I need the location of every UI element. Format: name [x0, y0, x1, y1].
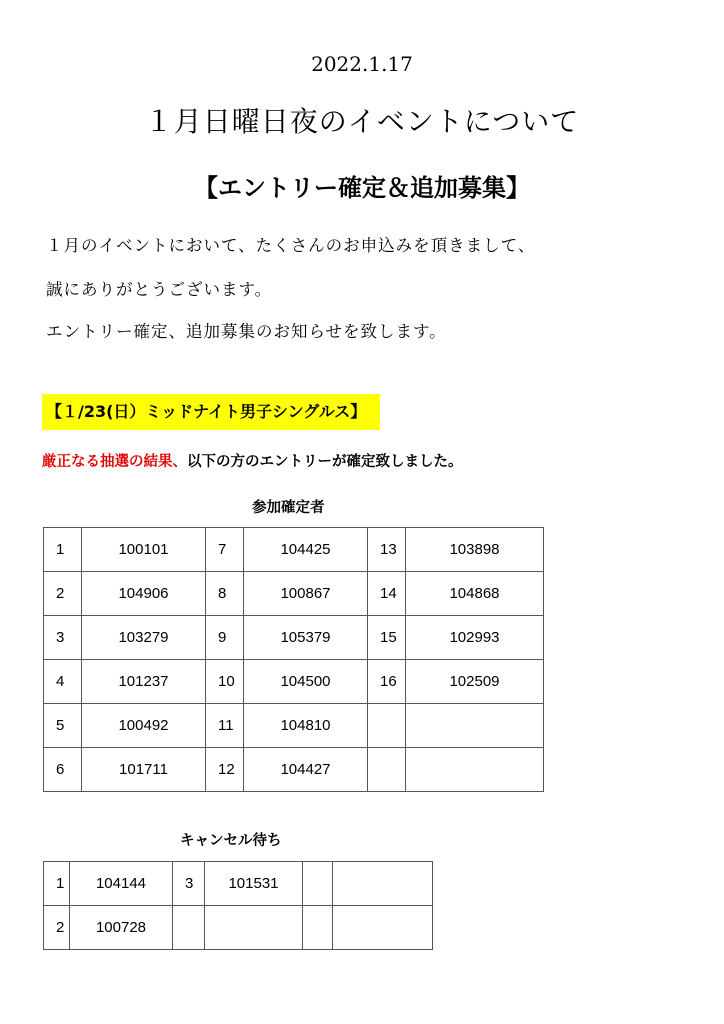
event-heading: 【１/23(日）ミッドナイト男子シングルス】: [42, 394, 380, 430]
document-subtitle: 【エントリー確定＆追加募集】: [194, 174, 530, 202]
entry-number: 10: [206, 660, 244, 704]
entry-number: 3: [44, 616, 82, 660]
member-id: 100101: [82, 528, 206, 572]
entry-number: 4: [44, 660, 82, 704]
member-id: 104144: [70, 862, 173, 906]
table-row: [44, 748, 544, 792]
lottery-result-emphasis: 厳正なる抽選の結果、: [42, 454, 187, 470]
entry-number: [173, 906, 205, 950]
waitlist-caption: キャンセル待ち: [180, 833, 282, 849]
member-id: 101711: [82, 748, 206, 792]
entry-number: 2: [44, 572, 82, 616]
entry-number: [368, 748, 406, 792]
entry-number: [368, 704, 406, 748]
intro-line-1: １月のイベントにおいて、たくさんのお申込みを頂きまして、: [46, 236, 536, 255]
table-row: [44, 704, 544, 748]
table-row: [44, 616, 544, 660]
entry-number: 8: [206, 572, 244, 616]
entry-number: 5: [44, 704, 82, 748]
waitlist-table: [43, 861, 433, 950]
member-id: 101237: [82, 660, 206, 704]
member-id: [333, 862, 433, 906]
entry-number: 16: [368, 660, 406, 704]
entry-number: 3: [173, 862, 205, 906]
entry-number: 11: [206, 704, 244, 748]
lottery-result-body: 以下の方のエントリーが確定致しました。: [187, 454, 463, 470]
member-id: [205, 906, 303, 950]
member-id: [333, 906, 433, 950]
entry-number: 9: [206, 616, 244, 660]
member-id: 100728: [70, 906, 173, 950]
entry-number: [303, 862, 333, 906]
entry-number: 14: [368, 572, 406, 616]
member-id: 102993: [406, 616, 544, 660]
entry-number: [303, 906, 333, 950]
entry-number: 7: [206, 528, 244, 572]
entry-number: 12: [206, 748, 244, 792]
entry-number: 2: [44, 906, 70, 950]
member-id: 104810: [244, 704, 368, 748]
member-id: 102509: [406, 660, 544, 704]
member-id: 104425: [244, 528, 368, 572]
member-id: 104500: [244, 660, 368, 704]
member-id: 100492: [82, 704, 206, 748]
member-id: 104906: [82, 572, 206, 616]
table-row: [44, 660, 544, 704]
member-id: [406, 748, 544, 792]
intro-line-2: 誠にありがとうございます。: [46, 280, 273, 299]
document-title: １月日曜日夜のイベントについて: [144, 105, 580, 138]
member-id: 104868: [406, 572, 544, 616]
entry-number: 13: [368, 528, 406, 572]
document-date: 2022.1.17: [311, 52, 413, 76]
member-id: 103279: [82, 616, 206, 660]
table-row: [44, 862, 433, 906]
entry-number: 1: [44, 862, 70, 906]
entry-number: 15: [368, 616, 406, 660]
confirmed-caption: 参加確定者: [252, 500, 325, 516]
member-id: 103898: [406, 528, 544, 572]
entry-number: 1: [44, 528, 82, 572]
lottery-result-text: [42, 450, 463, 471]
table-row: [44, 906, 433, 950]
table-row: [44, 572, 544, 616]
member-id: 105379: [244, 616, 368, 660]
member-id: [406, 704, 544, 748]
entry-number: 6: [44, 748, 82, 792]
confirmed-table: [43, 527, 544, 792]
member-id: 104427: [244, 748, 368, 792]
member-id: 101531: [205, 862, 303, 906]
member-id: 100867: [244, 572, 368, 616]
table-row: [44, 528, 544, 572]
intro-line-3: エントリー確定、追加募集のお知らせを致します。: [46, 322, 447, 341]
